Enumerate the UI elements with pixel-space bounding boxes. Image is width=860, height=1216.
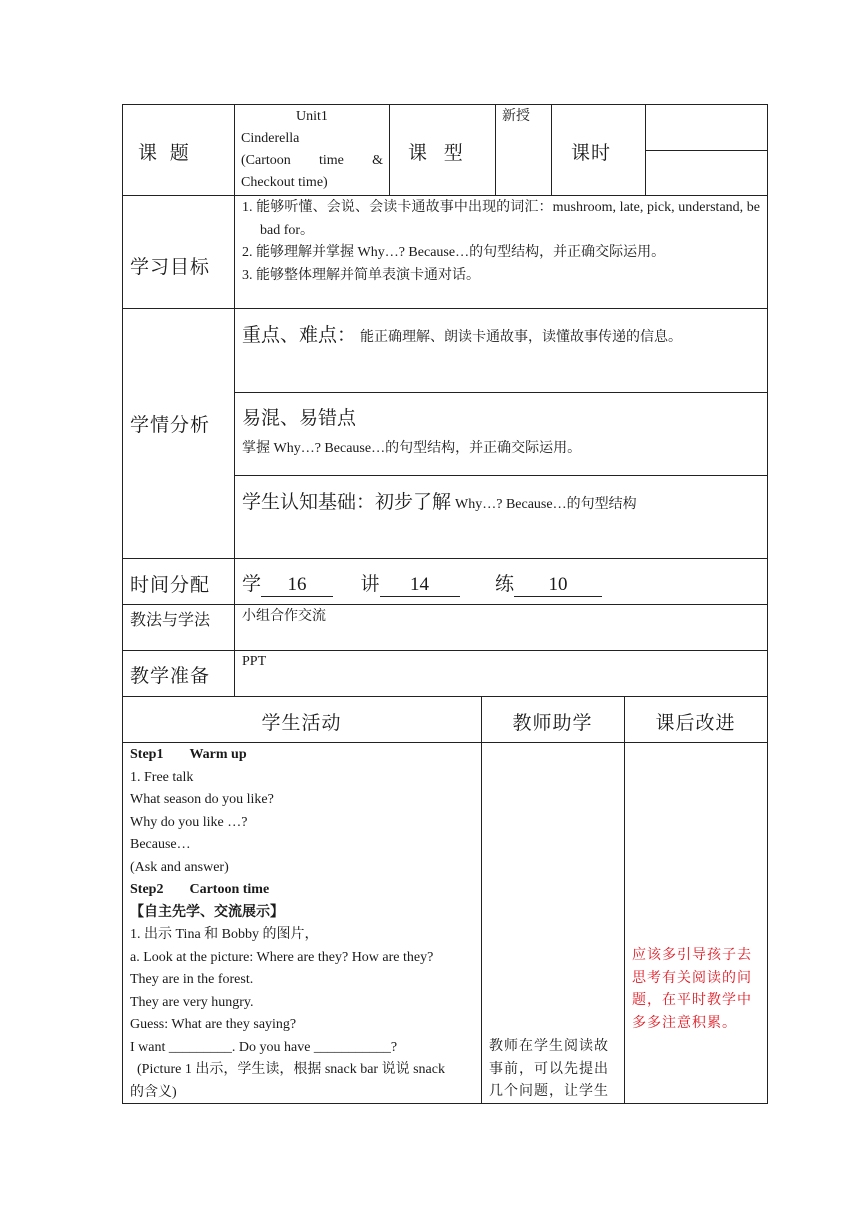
- cognition-heading: 学生认知基础：初步了解: [242, 492, 452, 513]
- step1-name: Warm up: [189, 747, 247, 762]
- table-divider: [495, 104, 496, 195]
- cognition: [242, 487, 762, 514]
- key-points: [242, 320, 762, 347]
- method-value: 小组合作交流: [242, 609, 326, 624]
- type-label: 课 型: [408, 143, 469, 164]
- study-value: 16: [261, 574, 333, 597]
- improvement-line: 思考有关阅读的问: [632, 970, 752, 986]
- time-label: 时间分配: [130, 575, 211, 596]
- table-divider: [624, 696, 625, 1104]
- teacher-help-line: 事前，可以先提出: [489, 1061, 609, 1077]
- teacher-help-content: [489, 1036, 621, 1104]
- table-divider: [645, 150, 768, 151]
- objective-item-3: 3. 能够整体理解并简单表演卡通对话。: [242, 267, 480, 283]
- table-divider: [389, 104, 390, 195]
- table-divider: [122, 696, 768, 697]
- table-divider: [234, 392, 768, 393]
- table-divider: [551, 104, 552, 195]
- improvement-line: 多多注意积累。: [632, 1015, 737, 1031]
- lesson-title-line-4: Checkout time): [241, 175, 328, 190]
- table-divider: [122, 650, 768, 651]
- period-label: 课时: [571, 143, 612, 164]
- key-points-text: 能正确理解、朗读卡通故事，读懂故事传递的信息。: [360, 330, 683, 345]
- activity-line: Guess: What are they saying?: [130, 1017, 297, 1032]
- step2-name: Cartoon time: [189, 882, 270, 897]
- analysis-label: 学情分析: [130, 415, 211, 436]
- activity-line: They are very hungry.: [130, 994, 254, 1010]
- method-label: 教法与学法: [130, 612, 211, 629]
- objective-item-1: 1. 能够听懂、会说、会读卡通故事中出现的词汇：mushroom, late, pick, understand, be bad for。: [242, 200, 760, 238]
- practice-label: 练: [495, 574, 515, 595]
- activity-line: Why do you like …?: [130, 814, 248, 830]
- activity-line: (Picture 1 出示，学生读，根据 snack bar 说说 snack: [130, 1062, 445, 1077]
- table-divider: [645, 104, 646, 195]
- objective-item-2: 2. 能够理解并掌握 Why…? Because…的句型结构，并正确交际运用。: [242, 245, 666, 260]
- teacher-help-line: 几个问题，让学生: [489, 1084, 609, 1099]
- section-heading: 【自主先学、交流展示】: [130, 904, 284, 920]
- activity-line: 1. 出示 Tina 和 Bobby 的图片，: [130, 927, 319, 942]
- step1-title: Step1: [130, 747, 164, 762]
- objectives-label: 学习目标: [130, 257, 211, 278]
- key-points-heading: 重点、难点：: [242, 325, 357, 346]
- table-divider: [122, 742, 768, 743]
- lecture-value: 14: [380, 574, 460, 597]
- table-border-top: [122, 104, 768, 105]
- column-teacher-help: 教师助学: [512, 713, 593, 734]
- activity-line: a. Look at the picture: Where are they? How are they?: [130, 949, 434, 965]
- student-activity-content: [130, 744, 476, 1104]
- step2-title: Step2: [130, 882, 164, 897]
- column-student-activity: 学生活动: [261, 713, 342, 734]
- activity-line: (Ask and answer): [130, 859, 229, 875]
- table-divider: [234, 104, 235, 696]
- type-value: 新授: [502, 109, 530, 124]
- activity-line: 1. Free talk: [130, 769, 194, 785]
- preparation-value: PPT: [242, 654, 267, 669]
- teacher-help-line: 教师在学生阅读故: [489, 1039, 609, 1054]
- table-divider: [234, 475, 768, 476]
- improvement-content: [632, 945, 764, 1035]
- table-border-right: [767, 104, 768, 1104]
- improvement-line: 应该多引导孩子去: [632, 948, 752, 963]
- improvement-line: 题，在平时教学中: [632, 993, 752, 1008]
- table-divider: [122, 308, 768, 309]
- lesson-title: [241, 106, 383, 194]
- lesson-title-line-1: Unit1: [296, 109, 328, 124]
- lesson-title-line-3: (Cartoon time &: [241, 153, 383, 168]
- time-allocation: [242, 569, 602, 597]
- subject-label: 课 题: [138, 143, 193, 164]
- confusable-text: 掌握 Why…? Because…的句型结构，并正确交际运用。: [242, 441, 582, 456]
- study-label: 学: [242, 574, 262, 595]
- activity-line: I want _________. Do you have ___________?: [130, 1039, 398, 1055]
- lesson-title-line-2: Cinderella: [241, 131, 300, 146]
- table-divider: [122, 604, 768, 605]
- confusable-heading: 易混、易错点: [242, 408, 357, 429]
- activity-line: They are in the forest.: [130, 972, 254, 987]
- table-divider: [122, 195, 768, 196]
- activity-line: Because…: [130, 837, 191, 852]
- lecture-label: 讲: [360, 574, 380, 595]
- activity-line: 的含义): [130, 1084, 177, 1100]
- table-divider: [481, 696, 482, 1104]
- activity-line: What season do you like?: [130, 792, 274, 807]
- step1-heading: [130, 744, 476, 767]
- practice-value: 10: [514, 574, 602, 597]
- step2-heading: [130, 879, 476, 902]
- table-divider: [122, 558, 768, 559]
- preparation-label: 教学准备: [130, 666, 211, 687]
- objectives-list: [242, 197, 760, 287]
- table-border-left: [122, 104, 123, 1104]
- column-improvement: 课后改进: [655, 713, 736, 734]
- cognition-text: Why…? Because…的句型结构: [455, 497, 637, 512]
